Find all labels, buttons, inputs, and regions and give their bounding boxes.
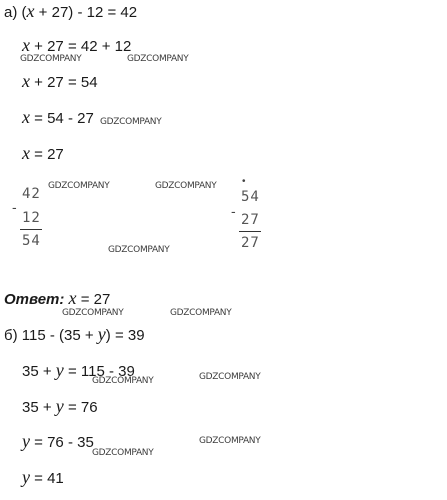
step-b-3 bbox=[22, 432, 94, 452]
watermark: GDZCOMPANY bbox=[199, 436, 261, 446]
step-b-3-tail: = 76 - 35 bbox=[30, 434, 94, 451]
answer-label: Ответ: bbox=[4, 291, 65, 308]
watermark: GDZCOMPANY bbox=[127, 54, 189, 64]
variable-x: x bbox=[22, 143, 30, 163]
variable-x: x bbox=[22, 107, 30, 127]
watermark: GDZCOMPANY bbox=[108, 245, 170, 255]
column-result-number: 54 bbox=[22, 233, 41, 249]
watermark: GDZCOMPANY bbox=[62, 308, 124, 318]
step-b-1-tail: = 115 - 39 bbox=[63, 363, 135, 380]
minus-sign: - bbox=[12, 199, 17, 215]
watermark: GDZCOMPANY bbox=[155, 181, 217, 191]
step-b-4-tail: = 41 bbox=[30, 470, 64, 487]
column-top-number: 54 bbox=[241, 189, 260, 205]
step-a-4 bbox=[22, 144, 64, 164]
answer-a bbox=[4, 289, 110, 309]
variable-x: x bbox=[26, 1, 35, 21]
variable-x: x bbox=[68, 288, 77, 308]
borrow-dot: • bbox=[242, 176, 246, 187]
step-b-1-head: 35 + bbox=[22, 363, 56, 380]
step-a-3-tail: = 54 - 27 bbox=[30, 110, 94, 127]
step-b-4 bbox=[22, 468, 64, 488]
watermark: GDZCOMPANY bbox=[20, 54, 82, 64]
variable-x: x bbox=[22, 71, 30, 91]
watermark: GDZCOMPANY bbox=[92, 376, 154, 386]
column-middle-number: 27 bbox=[241, 212, 260, 228]
step-a-1-tail: + 27 = 42 + 12 bbox=[30, 38, 132, 55]
problem-b-head: 115 - (35 + bbox=[17, 327, 98, 344]
column-middle-number: 12 bbox=[22, 210, 41, 226]
step-a-1 bbox=[22, 36, 131, 56]
watermark: GDZCOMPANY bbox=[48, 181, 110, 191]
step-b-2 bbox=[22, 397, 98, 417]
variable-y: y bbox=[97, 324, 106, 344]
variable-y: y bbox=[22, 467, 30, 487]
variable-y: y bbox=[55, 396, 64, 416]
minus-sign: - bbox=[231, 203, 236, 219]
watermark: GDZCOMPANY bbox=[170, 308, 232, 318]
watermark: GDZCOMPANY bbox=[100, 117, 162, 127]
answer-tail: = 27 bbox=[76, 291, 111, 308]
column-result-number: 27 bbox=[241, 235, 260, 251]
column-top-number: 42 bbox=[22, 186, 41, 202]
step-a-3 bbox=[22, 108, 94, 128]
part-a-label: а) bbox=[4, 4, 18, 21]
step-a-2 bbox=[22, 72, 98, 92]
variable-x: x bbox=[22, 35, 30, 55]
step-b-2-tail: = 76 bbox=[63, 399, 98, 416]
variable-y: y bbox=[22, 431, 30, 451]
problem-a: а) (x + 27) - 12 = 42 bbox=[4, 1, 138, 21]
variable-y: y bbox=[55, 360, 64, 380]
watermark: GDZCOMPANY bbox=[199, 372, 261, 382]
problem-a-tail: + 27) - 12 = 42 bbox=[34, 4, 138, 21]
step-a-4-tail: = 27 bbox=[30, 146, 64, 163]
part-b-label: б) bbox=[4, 327, 18, 344]
watermark: GDZCOMPANY bbox=[92, 448, 154, 458]
column-rule bbox=[239, 231, 261, 232]
column-rule bbox=[20, 229, 42, 230]
step-b-2-head: 35 + bbox=[22, 399, 56, 416]
problem-b bbox=[4, 325, 145, 345]
step-a-2-tail: + 27 = 54 bbox=[30, 74, 98, 91]
problem-b-tail: ) = 39 bbox=[105, 327, 145, 344]
